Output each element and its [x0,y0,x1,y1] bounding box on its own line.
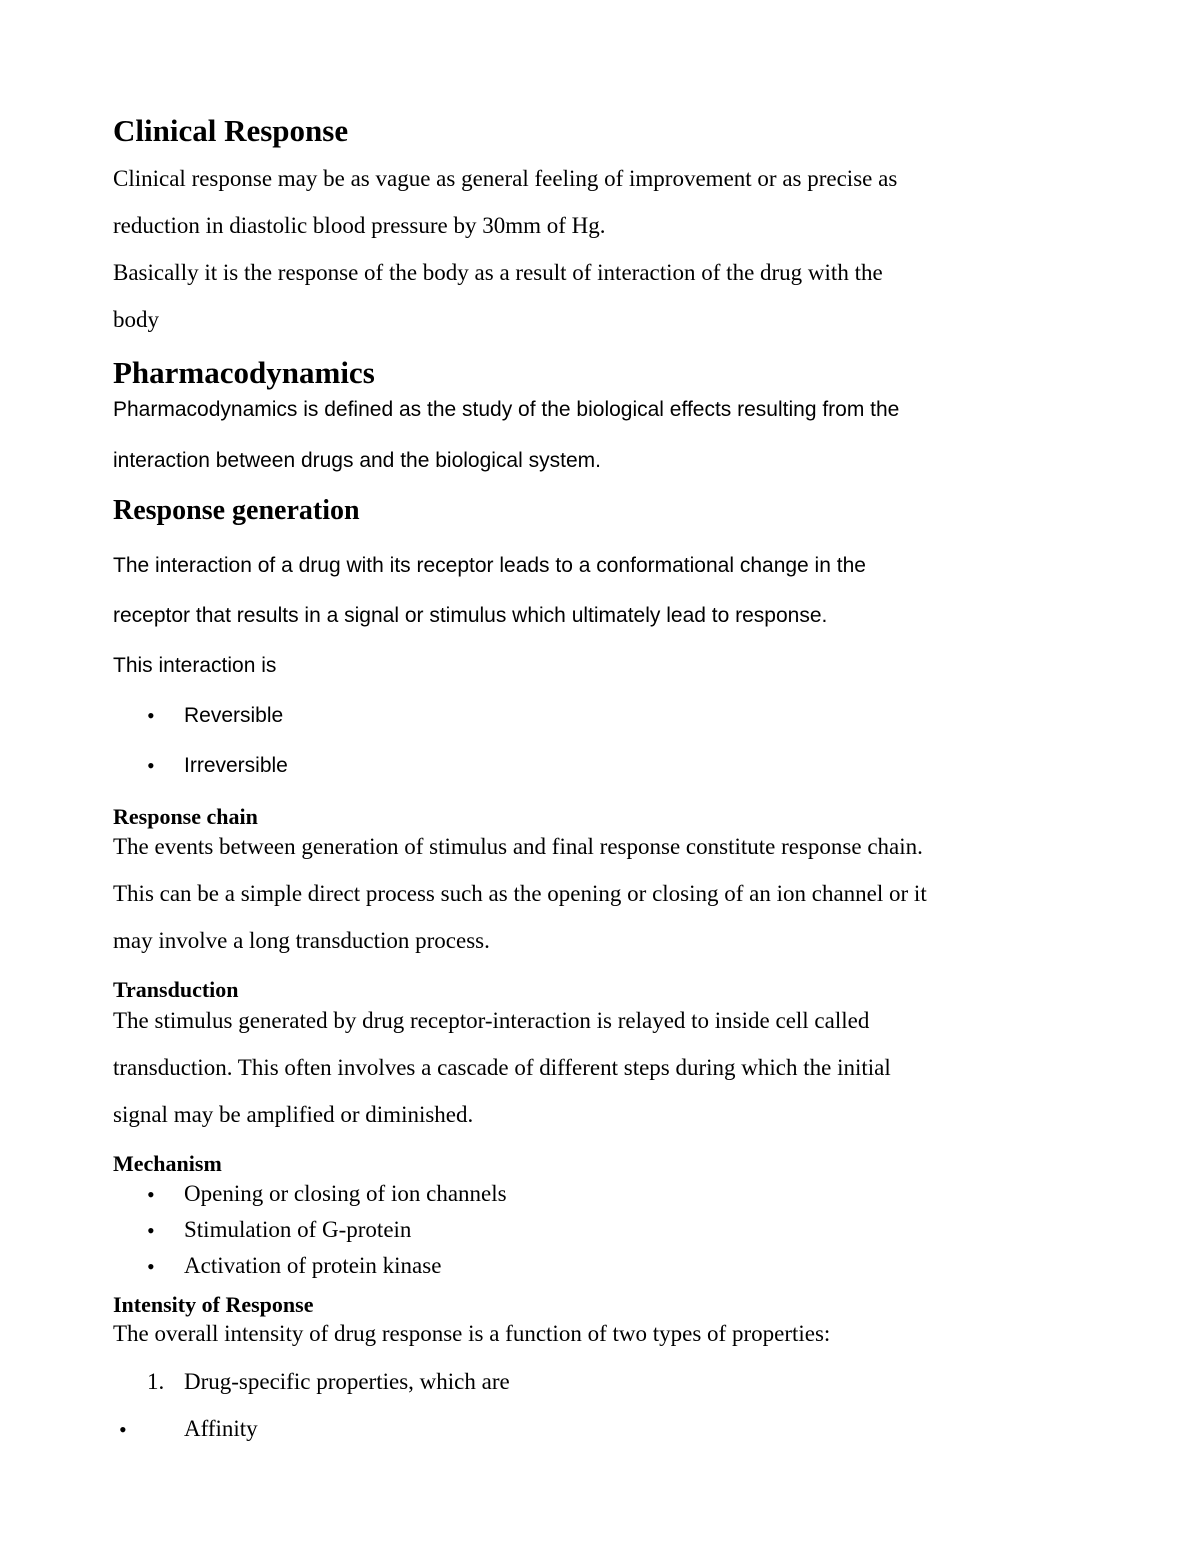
paragraph-line: may involve a long transduction process. [113,928,490,953]
bullet-glyph: • [147,1254,155,1279]
heading-clinical-response: Clinical Response [113,113,349,148]
list-item: Opening or closing of ion channels [184,1181,507,1206]
bullet-glyph: • [147,753,155,778]
numbered-marker: 1. [147,1369,165,1394]
paragraph-line: signal may be amplified or diminished. [113,1102,474,1127]
bullet-glyph: • [147,1218,155,1243]
list-item: Activation of protein kinase [184,1253,442,1278]
paragraph-line: The events between generation of stimulus and final response constitute response chain. [113,834,923,859]
paragraph-line: transduction. This often involves a cascade of different steps during which the initial [113,1055,891,1080]
heading-response-chain: Response chain [113,804,258,829]
paragraph-line: interaction between drugs and the biological system. [113,449,601,472]
paragraph-line: This can be a simple direct process such as the opening or closing of an ion channel or it [113,881,927,906]
paragraph-line: receptor that results in a signal or stimulus which ultimately lead to response. [113,604,828,627]
list-item: Irreversible [184,754,288,777]
paragraph-line: Basically it is the response of the body as a result of interaction of the drug with the [113,260,883,285]
paragraph-line: The overall intensity of drug response is a function of two types of properties: [113,1321,831,1346]
paragraph-line: body [113,307,159,332]
numbered-list-item: Drug-specific properties, which are [184,1369,510,1394]
paragraph-line: The interaction of a drug with its receptor leads to a conformational change in the [113,554,866,577]
paragraph-line: Pharmacodynamics is defined as the study of the biological effects resulting from the [113,398,900,421]
heading-pharmacodynamics: Pharmacodynamics [113,355,375,390]
paragraph-line: This interaction is [113,654,277,677]
list-item: Reversible [184,704,284,727]
paragraph-line: reduction in diastolic blood pressure by 30mm of Hg. [113,213,606,238]
heading-intensity-of-response: Intensity of Response [113,1292,314,1317]
list-item: Stimulation of G-protein [184,1217,412,1242]
bullet-glyph: • [119,1417,127,1442]
list-item: Affinity [184,1416,258,1441]
heading-transduction: Transduction [113,977,239,1002]
paragraph-line: Clinical response may be as vague as general feeling of improvement or as precise as [113,166,898,191]
paragraph-line: The stimulus generated by drug receptor-interaction is relayed to inside cell called [113,1008,870,1033]
heading-response-generation: Response generation [113,495,360,526]
bullet-glyph: • [147,1182,155,1207]
heading-mechanism: Mechanism [113,1151,222,1176]
bullet-glyph: • [147,703,155,728]
